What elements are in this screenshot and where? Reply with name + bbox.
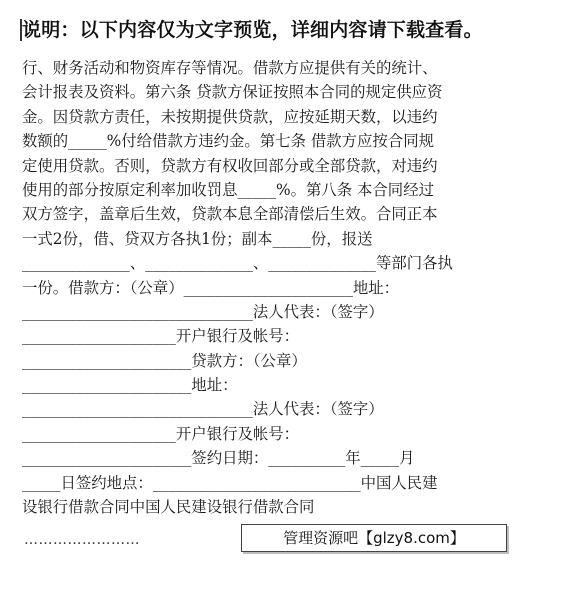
- text-line: 行、财务活动和物资库存等情况。借款方应提供有关的统计、: [22, 59, 438, 77]
- watermark-badge: 管理资源吧【glzy8.com】: [241, 524, 507, 552]
- text-line: 一份。借款方：（公章）______________________地址：: [22, 278, 400, 297]
- text-line: 一式2份，借、贷双方各执1份；副本_____份，报送: [22, 229, 373, 248]
- text-line: ______________________地址：: [22, 376, 238, 395]
- text-line: ______________________________法人代表：（签字）: [22, 302, 384, 321]
- text-line: 数额的_____%付给借款方违约金。第七条 借款方应按合同规: [22, 132, 434, 151]
- text-line: ____________________开户银行及帐号：: [22, 424, 300, 443]
- text-line: 会计报表及资料。第六条 贷款方保证按照本合同的规定供应资: [22, 83, 443, 102]
- text-line: ______________________签约日期：__________年_____月: [22, 449, 415, 468]
- contract-text: [22, 56, 562, 519]
- text-line: 定使用贷款。否则，贷款方有权收回部分或全部贷款，对违约: [22, 156, 438, 175]
- continuation-dots: ……………………: [24, 532, 140, 548]
- preview-notice: 说明：以下内容仅为文字预览，详细内容请下载查看。: [22, 16, 572, 44]
- text-line: 双方签字，盖章后生效，贷款本息全部清偿后生效。合同正本: [22, 205, 438, 224]
- text-line: 金。因贷款方责任，未按期提供贷款，应按延期天数，以违约: [22, 107, 438, 126]
- text-line: ______________、______________、______________等部门各执: [22, 254, 453, 273]
- text-line: ____________________开户银行及帐号：: [22, 327, 300, 346]
- text-line: _____日签约地点：___________________________中国人民建: [22, 473, 438, 492]
- text-line: ______________________贷款方：（公章）: [22, 351, 307, 370]
- text-line: ______________________________法人代表：（签字）: [22, 400, 384, 419]
- text-line: 设银行借款合同中国人民建设银行借款合同: [22, 498, 315, 517]
- text-line: 使用的部分按原定利率加收罚息_____%。第八条 本合同经过: [22, 180, 434, 199]
